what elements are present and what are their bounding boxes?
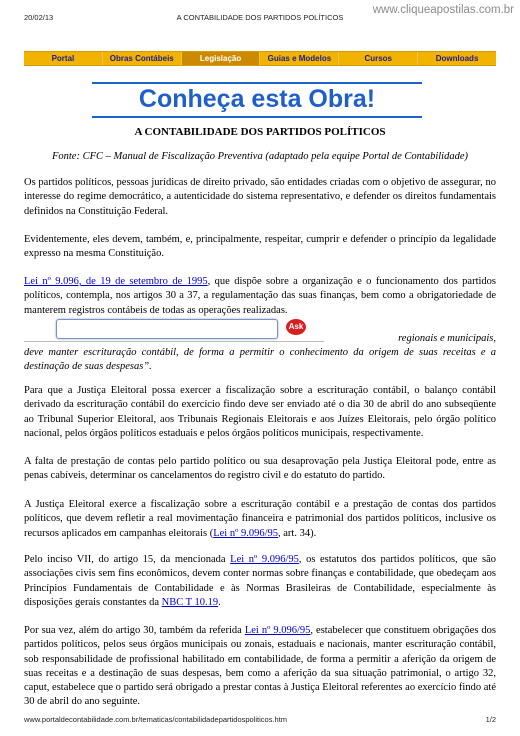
paragraph-5: Para que a Justiça Eleitoral possa exercer a fiscalização sobre a escrituração contábil, o balanço contábil derivado da escrituração contábil do exercício findo deve ser enviado até o dia 30 de abril do ano subseqüente ao Tribunal Superior Eleitoral, aos Tribunais Regionais Eleitorais e aos Juízes Eleitorais, pelo órgão político nacional, pelos órgãos políticos estaduais e pelos órgãos políticos municipais, respectivamente. [24,385,496,439]
paragraph-3: Lei nº 9.096, de 19 de setembro de 1995, que dispõe sobre a organização e o funcionamento dos partidos políticos, contempla, nos artigos 30 a 37, a regulamentação das suas finanças, bem como a obrigatoriedade de manterem registros contábeis de todas as operações realizadas. [24,276,496,316]
paragraph-2: Evidentemente, eles devem, também, e, principalmente, respeitar, cumprir e defender o princípio da legalidade expresso na mesma Constituição. [24,234,496,260]
paragraph-8: Pelo inciso VII, do artigo 15, da mencionada Lei nº 9.096/95, os estatutos dos partidos políticos, que são associações civis sem fins econômicos, devem conter normas sobre finanças e contabilidade, que obedeçam aos Princípios Fundamentais de Contabilidade e às Normas Brasileiras de Contabilidade, especialmente às disposições gerais constantes da NBC T 10.19. [24,554,496,608]
obscured-text-line [24,341,324,345]
print-page-title: A CONTABILIDADE DOS PARTIDOS POLÍTICOS [176,13,344,22]
footer-url: www.portaldecontabilidade.com.br/tematicas/contabilidadepartidospoliticos.htm [24,715,288,724]
paragraph-7: A Justiça Eleitoral exerce a fiscalização sobre a escrituração contábil e a prestação de contas dos partidos políticos, que devem refletir a real movimentação financeira e patrimonial dos partidos políticos, inclusive os recursos aplicados em campanhas eleitorais (Lei nº 9.096/95, art. 34). [24,499,496,539]
footer-page-number: 1/2 [485,715,496,724]
nav-guias-modelos[interactable]: Guias e Modelos [260,52,339,65]
lei-9096-95-link-2[interactable]: Lei nº 9.096/95 [230,554,299,565]
nbc-t-10-19-link[interactable]: NBC T 10.19 [161,596,219,608]
article-title: A CONTABILIDADE DOS PARTIDOS POLÍTICOS [134,126,386,138]
paragraph-4: deve manter escrituração contábil, de forma a permitir o conhecimento da origem de suas receitas e a destinação de suas despesas”. [24,347,496,373]
nav-legislacao[interactable]: Legislação [182,52,261,65]
promo-banner[interactable] [92,82,422,118]
lei-9096-link[interactable]: Lei nº 9.096, de 19 de setembro de 1995 [24,276,208,287]
lei-9096-95-link-3[interactable]: Lei nº 9.096/95 [244,625,311,636]
site-nav [24,51,496,66]
watermark: www.cliqueapostilas.com.br [372,4,514,16]
nav-obras-contabeis[interactable]: Obras Contábeis [103,52,182,65]
paragraph-9: Por sua vez, além do artigo 30, também da referida Lei nº 9.096/95, estabelecer que constituem obrigações dos partidos políticos, pelos seus órgãos municipais ou zonais, estaduais e nacionais, manter escrituração contábil, sob responsabilidade de profissional habilitado em contabilidade, de forma a permitir a aferição da origem de suas receitas e a destinação de suas despesas, bem como a aferição da sua situação patrimonial, o artigo 32, caput, estabelece que o partido será obrigado a prestar contas à Justiça Eleitoral referentes ao exercício findo até 30 de abril do ano seguinte. [24,625,497,708]
lei-9096-95-link[interactable]: Lei nº 9.096/95 [213,527,279,539]
paragraph-4-fragment: regionais e municipais, [398,333,496,344]
nav-portal[interactable]: Portal [24,52,103,65]
ask-icon[interactable]: Ask [286,319,306,335]
article-source: Fonte: CFC – Manual de Fiscalização Preventiva (adaptado pela equipe Portal de Contabilidade) [51,151,469,162]
promo-banner-text: Conheça esta Obra! [138,85,376,113]
paragraph-1: Os partidos políticos, pessoas jurídicas de direito privado, são entidades criadas com o objetivo de assegurar, no interesse do regime democrático, a autenticidade do sistema representativo, e defender os direitos fundamentais definidos na Constituição Federal. [24,177,496,217]
print-date: 20/02/13 [24,13,54,22]
nav-cursos[interactable]: Cursos [339,52,418,65]
ad-search-overlay[interactable] [56,319,278,339]
paragraph-6: A falta de prestação de contas pelo partido político ou sua desaprovação pela Justiça Eleitoral pode, entre as penas cabíveis, determinar os cancelamentos do registro civil e do estatuto do partido. [24,456,496,482]
nav-downloads[interactable]: Downloads [435,54,479,63]
